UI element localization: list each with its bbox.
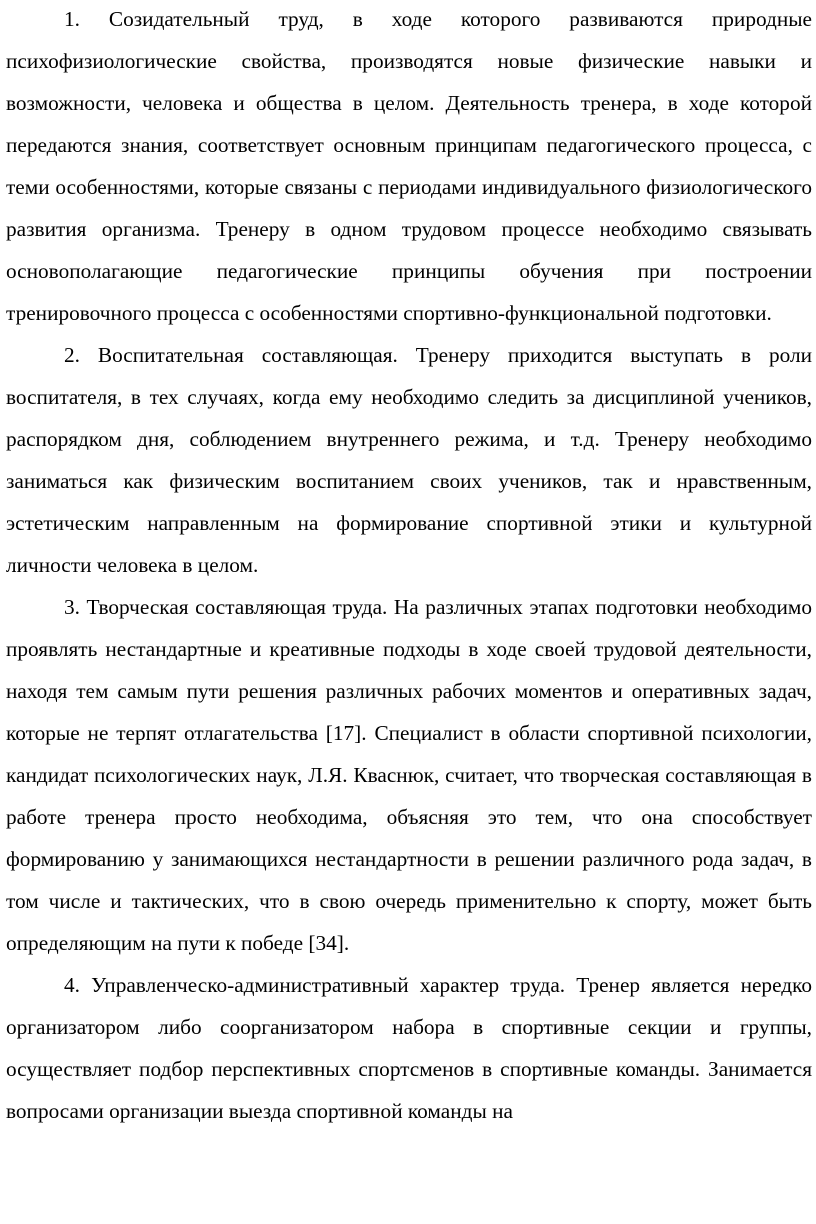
paragraph-administrative-character: 4. Управленческо-административный характер труда. Тренер является нередко организатором либо соорганизатором набора в спортивные секции и группы, осуществляет подбор перспективных спортсменов в спортивные команды. Занимается вопросами организации выезда спортивной команды на — [6, 973, 812, 1123]
paragraph-creative-labor: 1. Созидательный труд, в ходе которого развиваются природные психофизиологические свойства, производятся новые физические навыки и возможности, человека и общества в целом. Деятельность тренера, в ходе которой передаются знания, соответствует основным принципам педагогического процесса, с теми особенностями, которые связаны с периодами индивидуального физиологического развития организма. Тренеру в одном трудовом процессе необходимо связывать основополагающие педагогические принципы обучения при построении тренировочного процесса с особенностями спортивно-функциональной подготовки. — [6, 7, 812, 325]
document-page — [6, 0, 812, 1132]
paragraph-educational-component: 2. Воспитательная составляющая. Тренеру приходится выступать в роли воспитателя, в тех случаях, когда ему необходимо следить за дисциплиной учеников, распорядком дня, соблюдением внутреннего режима, и т.д. Тренеру необходимо заниматься как физическим воспитанием своих учеников, так и нравственным, эстетическим направленным на формирование спортивной этики и культурной личности человека в целом. — [6, 343, 812, 577]
paragraph-creative-component: 3. Творческая составляющая труда. На различных этапах подготовки необходимо проявлять нестандартные и креативные подходы в ходе своей трудовой деятельности, находя тем самым пути решения различных рабочих моментов и оперативных задач, которые не терпят отлагательства [17]. Специалист в области спортивной психологии, кандидат психологических наук, Л.Я. Кваснюк, считает, что творческая составляющая в работе тренера просто необходима, объясняя это тем, что она способствует формированию у занимающихся нестандартности в решении различного рода задач, в том числе и тактических, что в свою очередь применительно к спорту, может быть определяющим на пути к победе [34]. — [6, 595, 812, 955]
